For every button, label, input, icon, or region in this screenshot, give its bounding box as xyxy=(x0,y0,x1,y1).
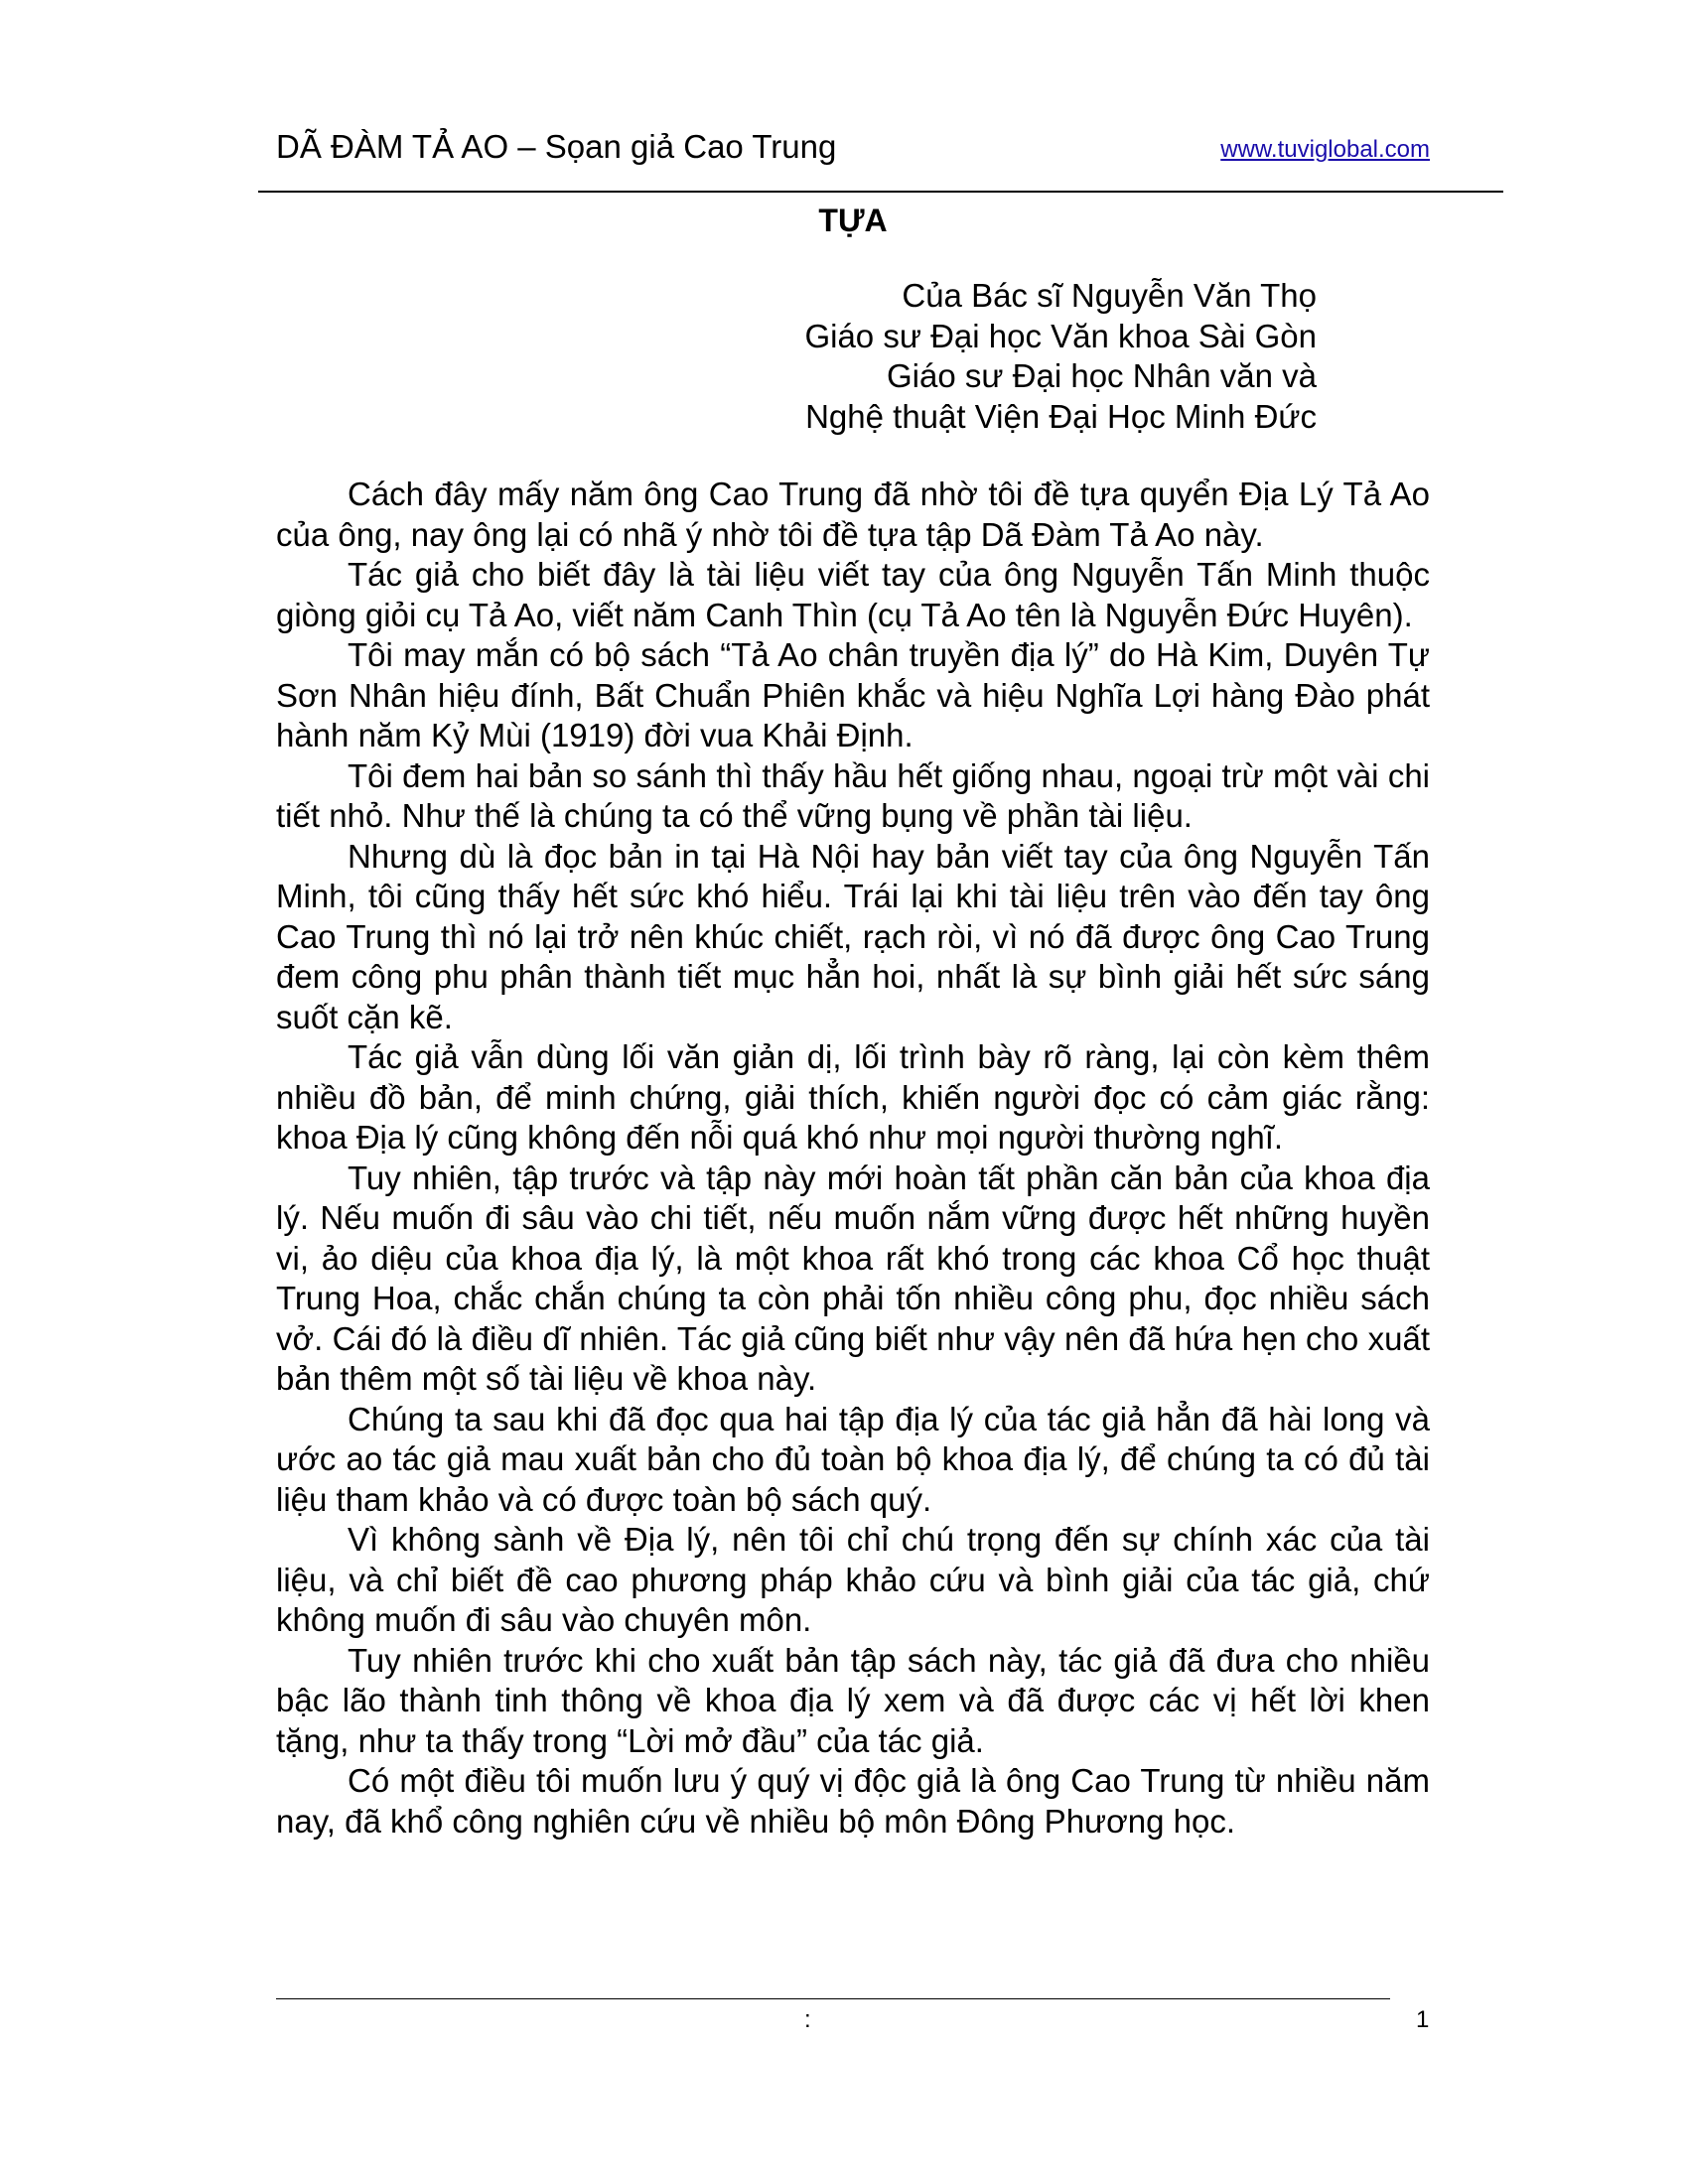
page-number: 1 xyxy=(1416,2006,1430,2033)
attribution-line: Của Bác sĩ Nguyễn Văn Thọ xyxy=(902,277,1317,314)
footer-divider xyxy=(276,1998,1390,1999)
paragraph: Tuy nhiên trước khi cho xuất bản tập sách này, tác giả đã đưa cho nhiều bậc lão thành tinh thông về khoa địa lý xem và đã được các vị hết lời khen tặng, như ta thấy trong “Lời mở đầu” của tác giả. xyxy=(276,1641,1430,1759)
paragraph: Tôi đem hai bản so sánh thì thấy hầu hết giống nhau, ngoại trừ một vài chi tiết nhỏ. Như thế là chúng ta có thể vững bụng về phần tài liệu. xyxy=(276,756,1430,834)
page-header xyxy=(276,127,1430,167)
document-title: TỰA xyxy=(818,203,888,238)
paragraph: Vì không sành về Địa lý, nên tôi chỉ chú trọng đến sự chính xác của tài liệu, và chỉ biết đề cao phương pháp khảo cứu và bình giải của tác giả, chứ không muốn đi sâu vào chuyên môn. xyxy=(276,1521,1430,1638)
paragraph: Tác giả cho biết đây là tài liệu viết tay của ông Nguyễn Tấn Minh thuộc giòng giỏi cụ Tả Ao, viết năm Canh Thìn (cụ Tả Ao tên là Nguyễn Đức Huyên). xyxy=(276,556,1430,633)
header-title: DÃ ĐÀM TẢ AO – Sọan giả Cao Trung xyxy=(276,128,837,165)
attribution-line: Nghệ thuật Viện Đại Học Minh Đức xyxy=(805,397,1317,435)
website-link[interactable]: www.tuviglobal.com xyxy=(1220,136,1430,163)
paragraph: Nhưng dù là đọc bản in tại Hà Nội hay bản viết tay của ông Nguyễn Tấn Minh, tôi cũng thấy hết sức khó hiểu. Trái lại khi tài liệu trên vào đến tay ông Cao Trung thì nó lại trở nên khúc chiết, rạch ròi, vì nó đã được ông Cao Trung đem công phu phân thành tiết mục hẳn hoi, nhất là sự bình giải hết sức sáng suốt cặn kẽ. xyxy=(276,837,1430,1035)
attribution-line: Giáo sư Đại học Văn khoa Sài Gòn xyxy=(804,317,1317,354)
paragraph: Có một điều tôi muốn lưu ý quý vị độc giả là ông Cao Trung từ nhiều năm nay, đã khổ công nghiên cứu về nhiều bộ môn Đông Phương học. xyxy=(276,1762,1430,1840)
header-divider xyxy=(258,191,1503,193)
attribution-line: Giáo sư Đại học Nhân văn và xyxy=(887,357,1317,394)
body-text xyxy=(276,475,1430,1842)
paragraph: Tuy nhiên, tập trước và tập này mới hoàn tất phần căn bản của khoa địa lý. Nếu muốn đi sâu vào chi tiết, nếu muốn nắm vững được hết những huyền vi, ảo diệu của khoa địa lý, là một khoa rất khó trong các khoa Cổ học thuật Trung Hoa, chắc chắn chúng ta còn phải tốn nhiều công phu, đọc nhiều sách vở. Cái đó là điều dĩ nhiên. Tác giả cũng biết như vậy nên đã hứa hẹn cho xuất bản thêm một số tài liệu về khoa này. xyxy=(276,1159,1430,1397)
attribution-block xyxy=(804,276,1317,437)
paragraph: Cách đây mấy năm ông Cao Trung đã nhờ tôi đề tựa quyển Địa Lý Tả Ao của ông, nay ông lại có nhã ý nhờ tôi đề tựa tập Dã Đàm Tả Ao này. xyxy=(276,476,1430,553)
paragraph: Tác giả vẫn dùng lối văn giản dị, lối trình bày rõ ràng, lại còn kèm thêm nhiều đồ bản, để minh chứng, giải thích, khiến người đọc có cảm giác rằng: khoa Địa lý cũng không đến nỗi quá khó như mọi người thường nghĩ. xyxy=(276,1038,1430,1156)
footer-separator: : xyxy=(804,2006,811,2033)
paragraph: Chúng ta sau khi đã đọc qua hai tập địa lý của tác giả hẳn đã hài long và ước ao tác giả mau xuất bản cho đủ toàn bộ khoa địa lý, để chúng ta có đủ tài liệu tham khảo và có được toàn bộ sách quý. xyxy=(276,1400,1430,1518)
paragraph: Tôi may mắn có bộ sách “Tả Ao chân truyền địa lý” do Hà Kim, Duyên Tự Sơn Nhân hiệu đính, Bất Chuẩn Phiên khắc và hiệu Nghĩa Lợi hàng Đào phát hành năm Kỷ Mùi (1919) đời vua Khải Định. xyxy=(276,636,1430,753)
